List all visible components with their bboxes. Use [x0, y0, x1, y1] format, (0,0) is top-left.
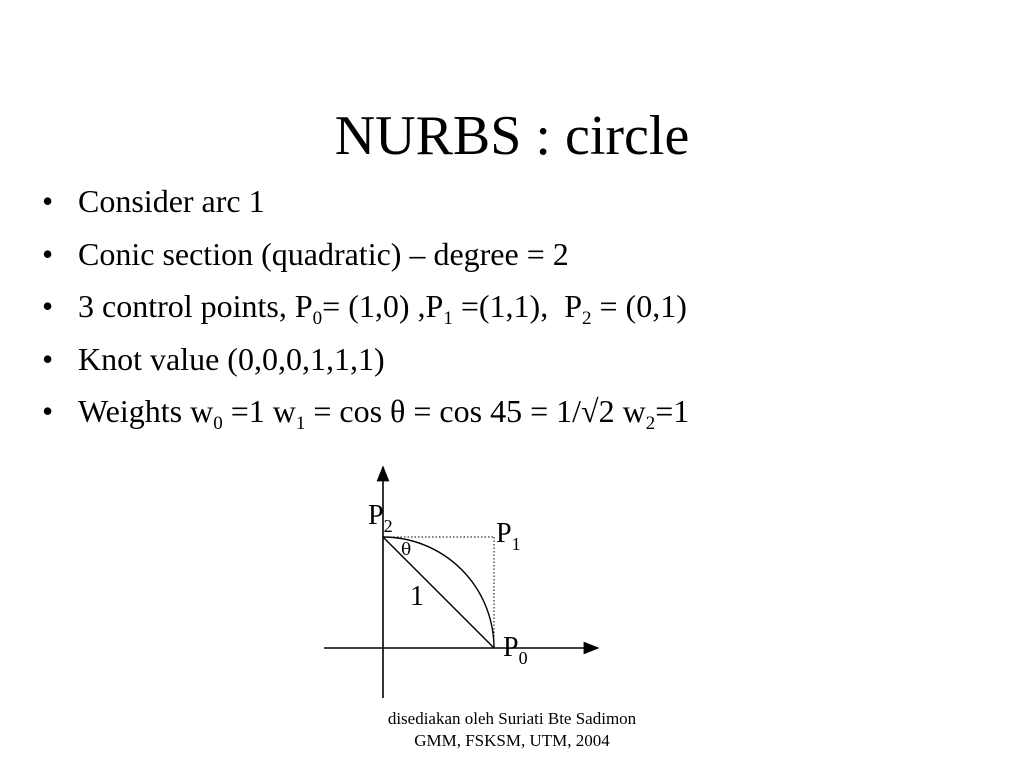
label-p1-main: P — [496, 518, 512, 549]
bullet-item — [42, 280, 689, 333]
label-p2 — [368, 500, 393, 536]
label-p1-sub: 1 — [511, 534, 521, 554]
label-theta: θ — [401, 540, 412, 560]
bullet-marker: • — [42, 183, 54, 219]
label-p2-main: P — [368, 500, 384, 531]
bullet-text: 3 control points, P — [78, 288, 313, 324]
footer-line-2: GMM, FSKSM, UTM, 2004 — [414, 731, 610, 750]
bullet-text: Conic section (quadratic) – degree = 2 — [78, 235, 569, 272]
subscript-text: 1 — [443, 308, 453, 329]
bullet-item — [42, 175, 689, 228]
bullet-item — [42, 385, 689, 438]
subscript-text: 1 — [295, 413, 306, 434]
subscript-text: 2 — [581, 308, 592, 329]
bullet-text: = (0,1) — [591, 288, 687, 324]
bullet-marker: • — [42, 340, 54, 377]
subscript-text: 2 — [645, 413, 656, 434]
chord-line — [383, 537, 494, 648]
label-p0-main: P — [503, 632, 519, 663]
slide-title: NURBS : circle — [334, 105, 690, 167]
bullet-text: =1 — [655, 393, 690, 429]
label-p0 — [503, 632, 528, 668]
label-radius: 1 — [410, 581, 424, 612]
label-p0-sub: 0 — [518, 648, 528, 668]
bullet-text: =1 w — [222, 393, 296, 429]
footer-credit — [332, 708, 692, 752]
bullet-text: Weights w — [78, 393, 214, 429]
bullet-text: Consider arc 1 — [78, 183, 265, 219]
label-p2-sub: 2 — [383, 516, 393, 536]
bullet-text: = cos θ = cos 45 = 1/√2 w — [305, 393, 646, 429]
bullet-marker: • — [42, 235, 54, 272]
subscript-text: 0 — [312, 308, 323, 329]
bullet-marker: • — [42, 288, 54, 324]
bullet-marker: • — [42, 393, 54, 429]
footer-line-1: disediakan oleh Suriati Bte Sadimon — [387, 709, 637, 728]
bullet-text: Knot value (0,0,0,1,1,1) — [78, 340, 385, 377]
bullet-text: = (1,0) ,P — [322, 288, 444, 324]
label-p1 — [496, 518, 521, 554]
bullet-item — [42, 333, 689, 386]
bullet-list — [42, 175, 689, 438]
bullet-text: =(1,1), P — [452, 288, 582, 324]
nurbs-arc-diagram — [300, 455, 610, 705]
subscript-text: 0 — [213, 413, 223, 434]
bullet-item — [42, 228, 689, 281]
